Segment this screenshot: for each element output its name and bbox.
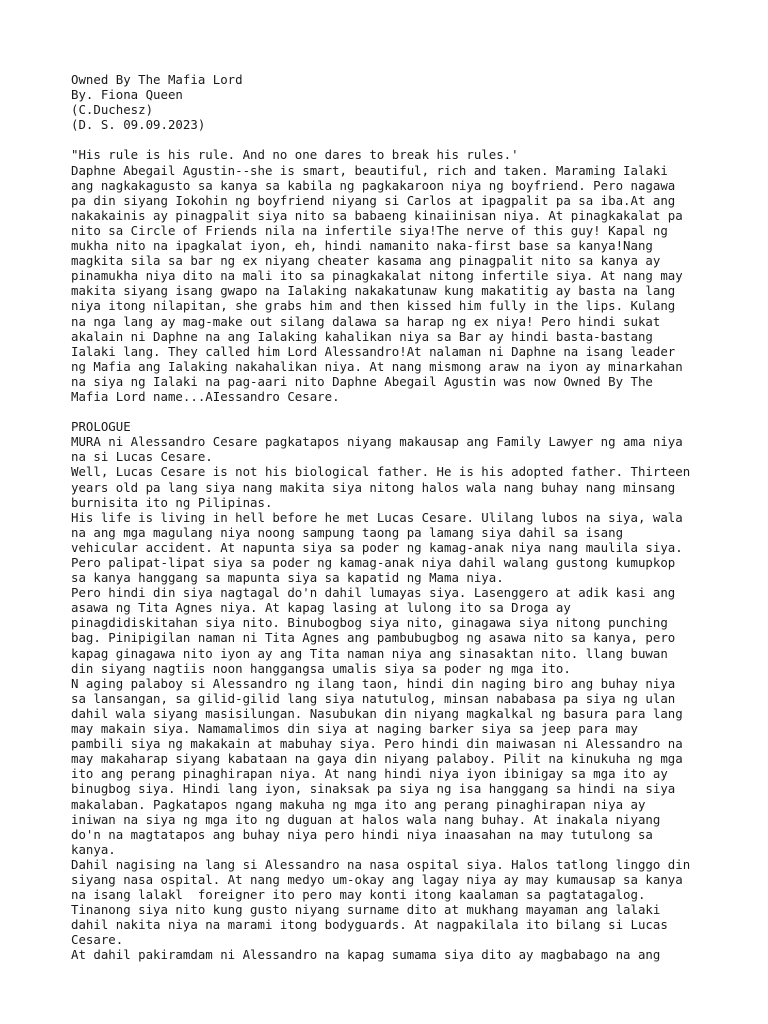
text-line: (D. S. 09.09.2023) (71, 117, 206, 133)
text-line: nakakainis ay pinagpalit siya nito sa babaeng kinaiinisan niya. At pinagkakalat pa (71, 207, 683, 223)
text-line: na isang lalakl foreigner ito pero may konti itong kaalaman sa pagtatagalog. (71, 887, 646, 903)
text-line: pambili siya ng makakain at mabuhay siya. Pero hindi din maiwasan ni Alessandro na (71, 736, 683, 752)
text-line: na ang mga magulang niya noong sampung taong pa lamang siya dahil sa isang (71, 524, 624, 540)
text-line: Well, Lucas Cesare is not his biological father. He is his adopted father. Thirteen (71, 464, 691, 480)
blank-line (71, 404, 701, 419)
text-line: na siya ng Ialaki na pag-aari nito Daphne Abegail Agustin was now Owned By The (71, 373, 653, 389)
text-line: At dahil pakiramdam ni Alessandro na kapag sumama siya dito ay magbabago na ang (71, 947, 661, 963)
text-line: do'n na magtatapos ang buhay niya pero hindi niya inaasahan na may tutulong sa (71, 826, 653, 842)
text-line: His life is living in hell before he met Lucas Cesare. Ulilang lubos na siya, wala (71, 509, 683, 525)
text-line: kanya. (71, 841, 116, 857)
text-line: "His rule is his rule. And no one dares to break his rules.' (71, 147, 519, 163)
text-line: pinagdidiskitahan siya nito. Binubogbog siya nito, ginagawa siya nitong punching (71, 615, 668, 631)
text-line: sa lansangan, sa gilid-gilid lang siya natutulog, minsan nababasa pa siya ng ulan (71, 690, 676, 706)
text-line: magkita sila sa bar ng ex niyang cheater kasama ang pinagpalit nito sa kanya ay (71, 253, 661, 269)
text-line: N aging palaboy si Alessandro ng ilang taon, hindi din naging biro ang buhay niya (71, 675, 676, 691)
text-line: Tinanong siya nito kung gusto niyang surname dito at mukhang mayaman ang lalaki (71, 902, 661, 918)
text-line: ng Mafia ang Ialaking nakahalikan niya. At nang mismong araw na iyon ay minarkahan (71, 358, 683, 374)
text-line: MURA ni Alessandro Cesare pagkatapos niyang makausap ang Family Lawyer ng ama niya (71, 434, 683, 450)
text-line: binugbog siya. Hindi lang iyon, sinaksak pa siya ng isa hanggang sa hindi na siya (71, 781, 676, 797)
text-line: Pero palipat-lipat siya sa poder ng kamag-anak niya dahil walang gustong kumupkop (71, 555, 676, 570)
text-line: dahil wala siyang masisilungan. Nasubukan din niyang magkalkal ng basura para lang (71, 705, 683, 721)
text-line: may makaharap siyang kabataan na gaya din niyang palaboy. Pilit na kinukuha ng mga (71, 751, 683, 767)
text-line: siyang nasa ospital. At nang medyo um-okay ang lagay niya ay may kumausap sa kanya (71, 871, 683, 887)
text-line: By. Fiona Queen (71, 87, 183, 103)
text-line: Dahil nagising na lang si Alessandro na nasa ospital siya. Halos tatlong linggo din (71, 856, 691, 872)
text-line: Ialaki lang. They called him Lord Alessandro!At nalaman ni Daphne na isang leader (71, 343, 676, 359)
text-line: Cesare. (71, 932, 124, 948)
text-line: vehicular accident. At napunta siya sa poder ng kamag-anak niya nang maulila siya. (71, 539, 683, 555)
text-line: may makain siya. Namamalimos din siya at naging barker siya sa jeep para may (71, 721, 638, 737)
text-line: ito ang perang pinaghirapan niya. At nang hindi niya iyon ibinigay sa mga ito ay (71, 766, 668, 782)
text-line: kapag ginagawa nito iyon ay ang Tita naman niya ang sinasaktan nito. llang buwan (71, 645, 668, 661)
text-line: asawa ng Tita Agnes niya. At kapag lasing at lulong ito sa Droga ay (71, 600, 571, 616)
text-line: nito sa Circle of Friends nila na infertile siya!The nerve of this guy! Kapal ng (71, 222, 668, 238)
document-body (71, 72, 701, 963)
text-line: burnisita ito ng Pilipinas. (71, 494, 273, 510)
text-line: bag. Pinipigilan naman ni Tita Agnes ang pambubugbog ng asawa nito sa kanya, pero (71, 630, 676, 646)
text-line: Daphne Abegail Agustin--she is smart, beautiful, rich and taken. Maraming Ialaki (71, 162, 668, 178)
text-line: makita siyang isang gwapo na Ialaking nakakatunaw kung makatitig ay basta na lang (71, 283, 676, 299)
text-line: na nga lang ay mag-make out silang dalawa sa harap ng ex niya! Pero hindi sukat (71, 313, 661, 329)
text-line: iniwan na siya ng mga ito ng duguan at halos wala nang buhay. At inakala niyang (71, 811, 661, 827)
text-line: sa kanya hanggang sa mapunta siya sa kapatid ng Mama niya. (71, 570, 504, 586)
text-line: makalaban. Pagkatapos ngang makuha ng mga ito ang perang pinaghirapan niya ay (71, 796, 646, 812)
text-line: PROLOGUE (71, 419, 131, 435)
text-line: (C.Duchesz) (71, 102, 154, 118)
text-line: mukha nito na ipagkalat iyon, eh, hindi namanito naka-first base sa kanya!Nang (71, 238, 653, 254)
text-line: akalain ni Daphne na ang Ialaking kahalikan niya sa Bar ay hindi basta-bastang (71, 328, 653, 344)
text-line: Mafia Lord name...AIessandro Cesare. (71, 388, 340, 404)
text-line: dahil nakita niya na marami itong bodyguards. At nagpakilala ito bilang si Lucas (71, 917, 668, 933)
text-line: din siyang nagtiis noon hanggangsa umalis siya sa poder ng mga ito. (71, 660, 571, 676)
text-line: pinamukha niya dito na mali ito sa pinagkakalat nitong infertile siya. At nang may (71, 268, 683, 284)
text-line: pa din siyang Iokohin ng boyfriend niyang si Carlos at ipagpalit pa sa iba.At ang (71, 192, 676, 208)
text-line: Owned By The Mafia Lord (71, 72, 243, 87)
text-line: Pero hindi din siya nagtagal do'n dahil lumayas siya. Lasenggero at adik kasi ang (71, 585, 676, 601)
text-line: years old pa lang siya nang makita siya nitong halos wala nang buhay nang minsang (71, 479, 676, 495)
text-line: ang nagkakagusto sa kanya sa kabila ng pagkakaroon niya ng boyfriend. Pero nagawa (71, 177, 676, 193)
text-line: na si Lucas Cesare. (71, 449, 213, 465)
blank-line (71, 132, 701, 147)
text-line: niya itong nilapitan, she grabs him and then kissed him fully in the lips. Kulang (71, 298, 676, 314)
